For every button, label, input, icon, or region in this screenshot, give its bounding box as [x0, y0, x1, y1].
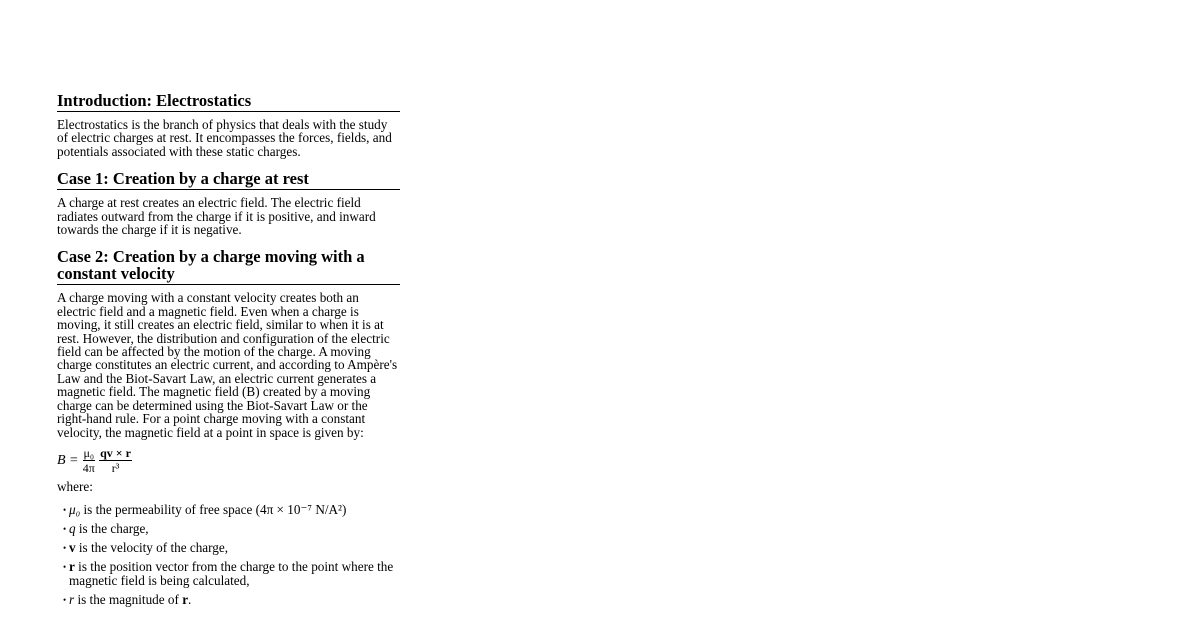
variable-list [63, 503, 400, 607]
heading-case-2: Case 2: Creation by a charge moving with a constant velocity [57, 248, 400, 285]
list-item [63, 522, 400, 536]
list-item [63, 541, 400, 555]
symbol: r [69, 591, 75, 607]
denominator: 4π [82, 460, 95, 475]
document [57, 92, 400, 612]
paragraph-introduction: Electrostatics is the branch of physics that deals with the study of electric charges at rest. It encompasses the forces, fields, and potentials associated with these static charges. [57, 117, 392, 159]
heading-introduction: Introduction: Electrostatics [57, 92, 400, 112]
symbol: μ₀ [69, 501, 81, 517]
symbol: r [182, 591, 189, 607]
list-item [63, 593, 400, 607]
numerator: qv × r [100, 445, 131, 460]
biot-savart-formula [57, 447, 400, 475]
symbol: q [69, 520, 76, 536]
numerator: μ₀ [83, 445, 95, 460]
description: is the permeability of free space (4π × 10⁻⁷ N/A²) [80, 501, 347, 517]
list-item [63, 560, 400, 588]
formula-lhs: B = [57, 452, 79, 468]
description: is the position vector from the charge to the point where the magnetic field is being calculated, [69, 558, 394, 588]
description: is the velocity of the charge, [75, 539, 229, 555]
description: is the charge, [75, 520, 149, 536]
paragraph-case-1: A charge at rest creates an electric field. The electric field radiates outward from the charge if it is positive, and inward towards the charge if it is negative. [57, 195, 376, 238]
list-item [63, 503, 400, 517]
fraction-vector [99, 447, 132, 475]
where-label: where: [57, 478, 93, 494]
heading-case-1: Case 1: Creation by a charge at rest [57, 170, 400, 190]
symbol: v [69, 539, 76, 555]
fraction-constant [83, 447, 96, 475]
paragraph-case-2: A charge moving with a constant velocity creates both an electric field and a magnetic field. Even when a charge is moving, it still creates an electric field, similar to when it is at rest. However, the distribution and configuration of the electric field can be affected by the motion of the charge. A moving charge constitutes an electric current, and according to Ampère's Law and the Biot-Savart Law, an electric current generates a magnetic field. The magnetic field (B) created by a moving charge can be determined using the Biot-Savart Law or the right-hand rule. For a point charge moving with a constant velocity, the magnetic field at a point in space is given by: [57, 290, 398, 440]
punctuation: . [188, 591, 192, 607]
symbol: r [69, 558, 75, 574]
description: is the magnitude of [74, 591, 183, 607]
denominator: r³ [111, 460, 120, 475]
